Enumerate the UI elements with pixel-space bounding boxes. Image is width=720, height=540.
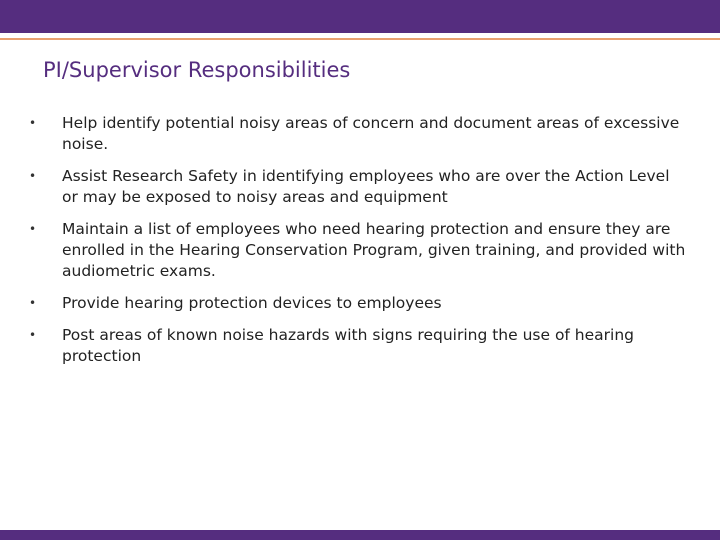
- footer-bar: [0, 530, 720, 540]
- bullet-text: Help identify potential noisy areas of concern and document areas of excessive noise.: [62, 114, 680, 153]
- bullet-list: [0, 113, 720, 367]
- bullet-text: Provide hearing protection devices to employees: [62, 294, 442, 312]
- header-bar: [0, 0, 720, 33]
- bullet-item: [0, 219, 720, 282]
- bullet-dot: •: [29, 169, 37, 183]
- bullet-text: Maintain a list of employees who need hearing protection and ensure they are enrolled in the Hearing Conservation Program, given training, and provided with audiometric exams.: [62, 220, 686, 280]
- bullet-item: [0, 166, 720, 208]
- header-accent-line: [0, 38, 720, 40]
- bullet-dot: •: [29, 116, 37, 130]
- slide-title: PI/Supervisor Responsibilities: [43, 58, 351, 82]
- bullet-item: [0, 113, 720, 155]
- bullet-text: Assist Research Safety in identifying employees who are over the Action Level or may be exposed to noisy areas and equipment: [62, 167, 670, 206]
- bullet-dot: •: [29, 222, 37, 236]
- bullet-item: [0, 293, 720, 314]
- bullet-text: Post areas of known noise hazards with signs requiring the use of hearing protection: [62, 326, 635, 365]
- bullet-dot: •: [29, 296, 37, 310]
- bullet-dot: •: [29, 328, 37, 342]
- bullet-item: [0, 325, 720, 367]
